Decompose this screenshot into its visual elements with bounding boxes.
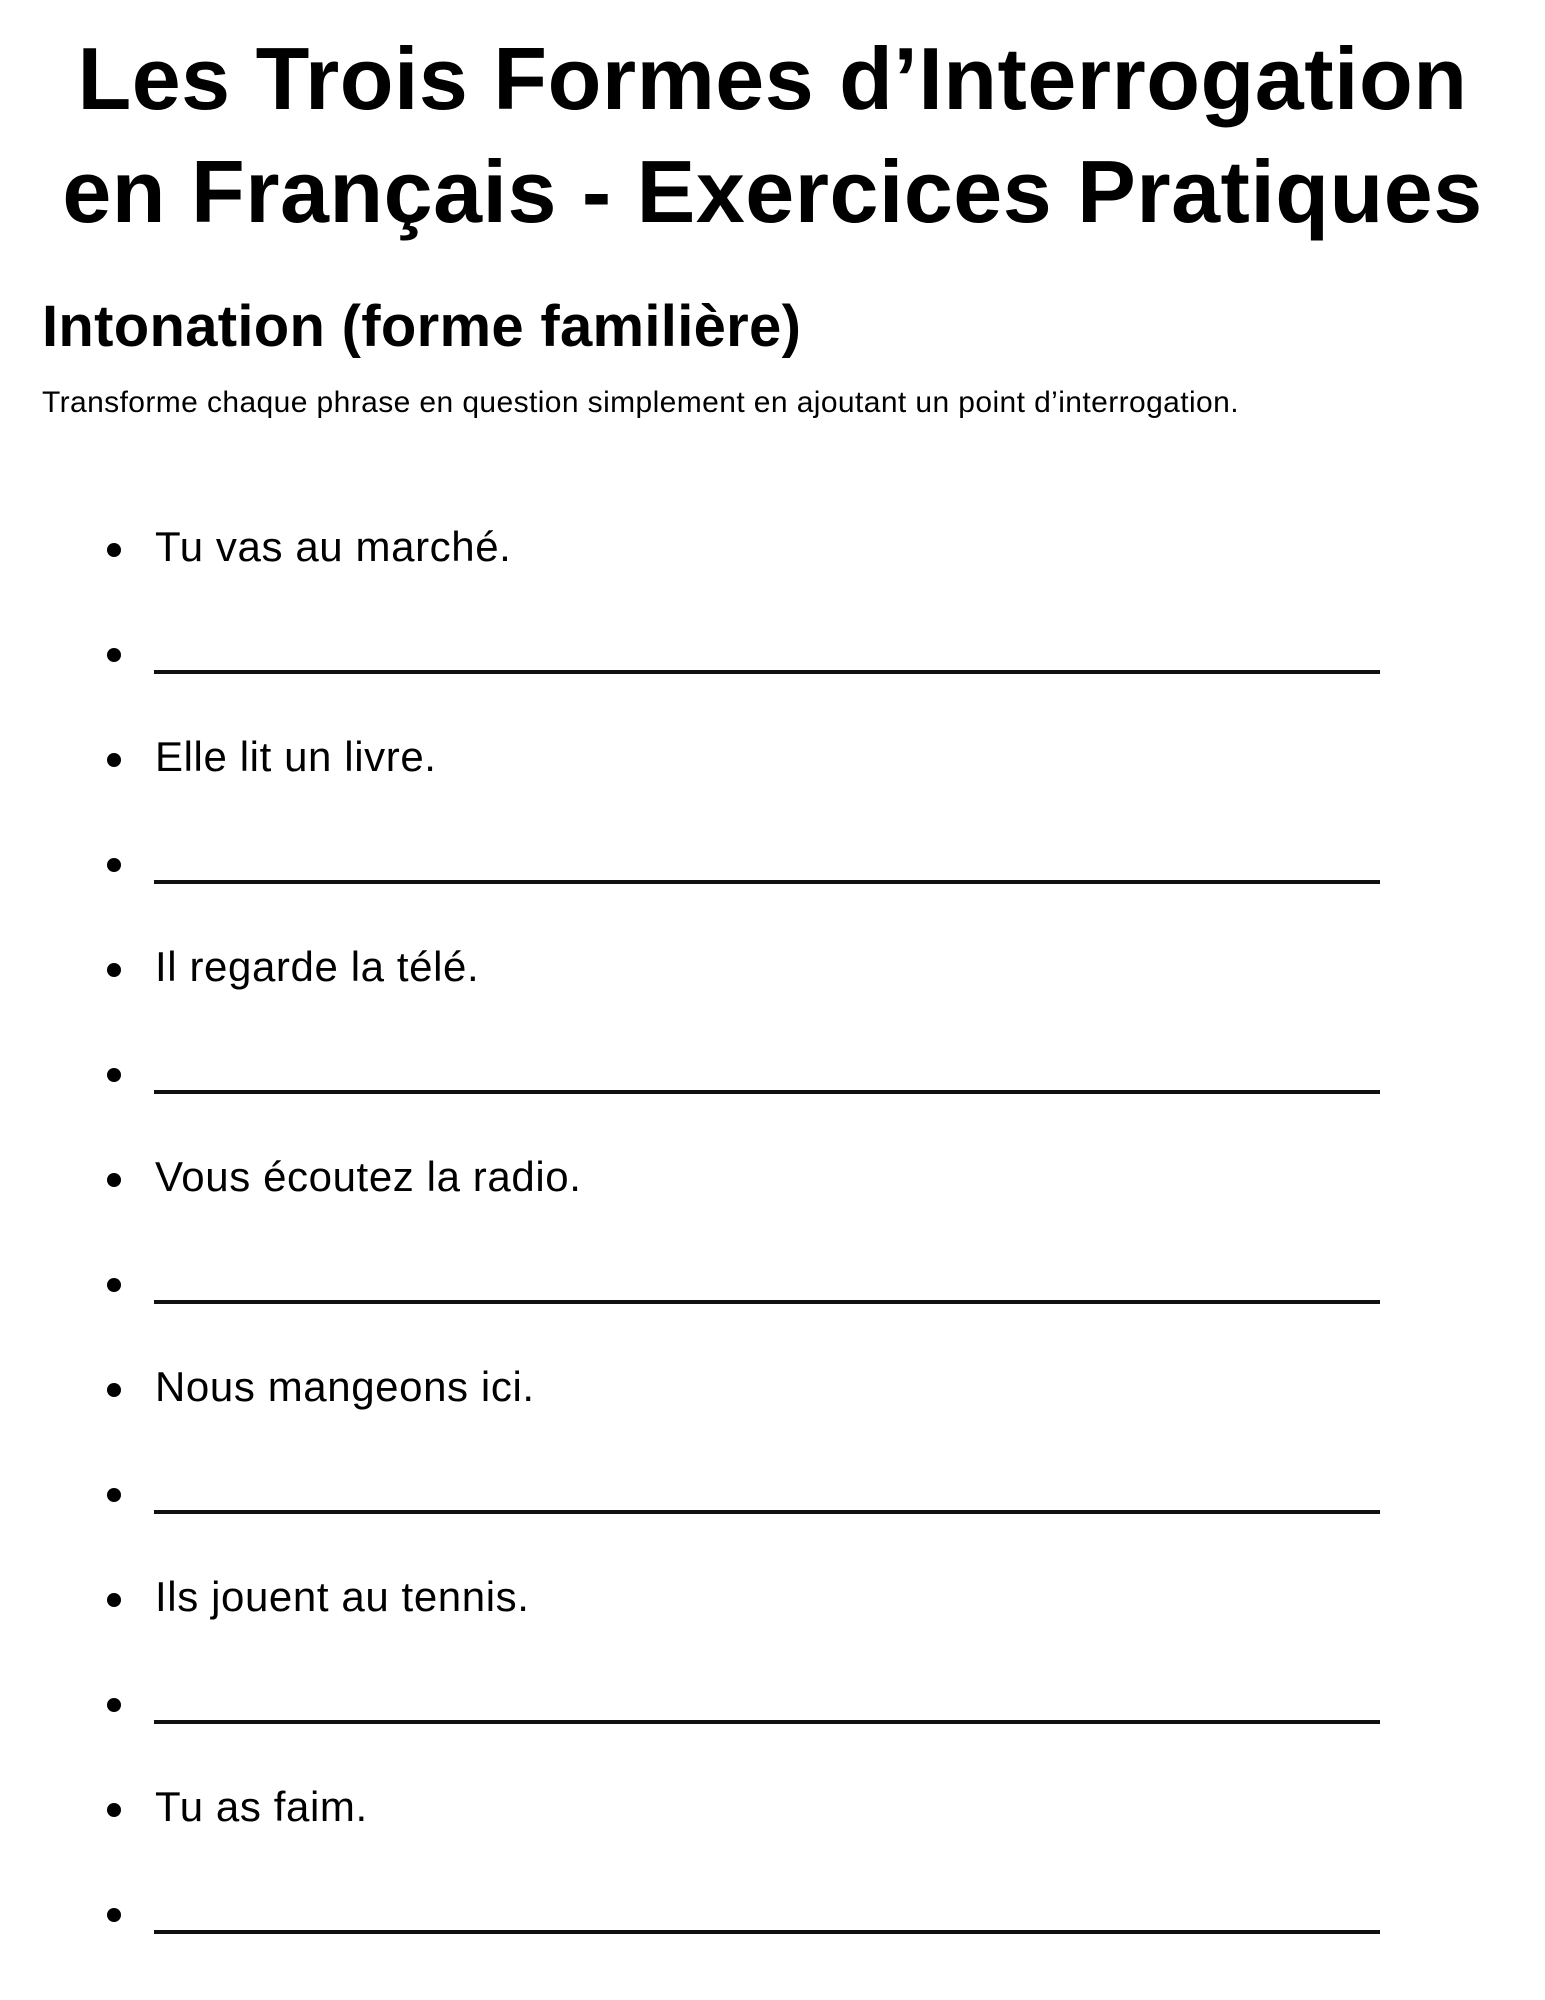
sentence-text: Il regarde la télé. (155, 943, 480, 990)
answer-blank[interactable] (0, 1458, 1545, 1563)
exercise-sentence (0, 723, 1545, 828)
bullet-icon (107, 1278, 121, 1292)
answer-line[interactable] (154, 1090, 1380, 1094)
answer-blank[interactable] (0, 1878, 1545, 1983)
bullet-icon (107, 1173, 121, 1187)
answer-line[interactable] (154, 1300, 1380, 1304)
exercise-sentence (0, 1773, 1545, 1878)
answer-blank[interactable] (0, 828, 1545, 933)
answer-line[interactable] (154, 670, 1380, 674)
exercise-sentence (0, 1353, 1545, 1458)
answer-line[interactable] (154, 1720, 1380, 1724)
bullet-icon (107, 1698, 121, 1712)
bullet-icon (107, 648, 121, 662)
bullet-icon (107, 1488, 121, 1502)
bullet-icon (107, 1803, 121, 1817)
sentence-text: Elle lit un livre. (155, 733, 437, 780)
page-title: Les Trois Formes d’Interrogation en Français - Exercices Pratiques (62, 29, 1483, 241)
answer-blank[interactable] (0, 1668, 1545, 1773)
sentence-text: Nous mangeons ici. (155, 1363, 535, 1410)
bullet-icon (107, 1383, 121, 1397)
answer-line[interactable] (154, 1510, 1380, 1514)
answer-blank[interactable] (0, 618, 1545, 723)
exercise-sentence (0, 933, 1545, 1038)
sentence-text: Tu vas au marché. (155, 523, 512, 570)
exercise-sentence (0, 513, 1545, 618)
sentence-text: Tu as faim. (155, 1783, 368, 1830)
answer-blank[interactable] (0, 1038, 1545, 1143)
bullet-icon (107, 1068, 121, 1082)
bullet-icon (107, 543, 121, 557)
exercise-sentence (0, 1143, 1545, 1248)
bullet-icon (107, 858, 121, 872)
sentence-text: Vous écoutez la radio. (155, 1153, 582, 1200)
instructions-text: Transforme chaque phrase en question simplement en ajoutant un point d’interrogation. (42, 386, 1239, 419)
answer-line[interactable] (154, 1930, 1380, 1934)
bullet-icon (107, 1593, 121, 1607)
answer-blank[interactable] (0, 1248, 1545, 1353)
exercise-sentence (0, 1563, 1545, 1668)
section-heading: Intonation (forme familière) (42, 294, 802, 359)
bullet-icon (107, 753, 121, 767)
exercise-list (0, 513, 1545, 1983)
bullet-icon (107, 1908, 121, 1922)
answer-line[interactable] (154, 880, 1380, 884)
sentence-text: Ils jouent au tennis. (155, 1573, 530, 1620)
bullet-icon (107, 963, 121, 977)
